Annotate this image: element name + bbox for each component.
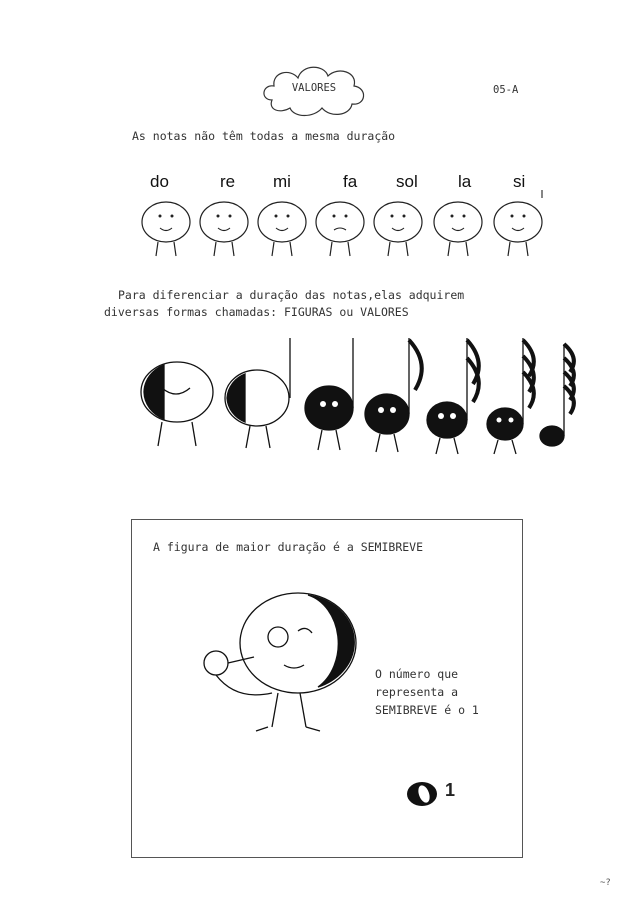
solfege-illustration (128, 172, 568, 262)
note-figures-icon (132, 332, 587, 472)
solfege-sol: sol (396, 172, 418, 191)
semibreve-number-note (375, 665, 515, 719)
figures-intro-line2: diversas formas chamadas: FIGURAS ou VALORES (104, 305, 409, 319)
semibreve-title: A figura de maior duração é a SEMIBREVE (153, 540, 424, 554)
note-line-2: representa a (375, 685, 459, 699)
semibreve-mascot-icon (188, 585, 368, 745)
intro-text: As notas não têm todas a mesma duração (132, 129, 396, 143)
note-characters-icon (128, 190, 568, 262)
solfege-mi: mi (273, 172, 291, 191)
solfege-re: re (220, 172, 236, 191)
solfege-fa: fa (343, 172, 358, 191)
note-line-1: O número que (375, 667, 459, 681)
page-title: VALORES (291, 82, 337, 94)
note-line-3: SEMIBREVE é o 1 (375, 703, 479, 717)
solfege-la: la (458, 172, 472, 191)
solfege-si: si (513, 172, 526, 191)
solfege-do: do (150, 172, 169, 191)
corner-mark: ~? (600, 878, 611, 888)
figures-intro-line1: Para diferenciar a duração das notas,elas adquirem (118, 288, 465, 302)
page-code: 05-A (493, 84, 519, 96)
semibreve-note-icon (405, 780, 439, 808)
semibreve-number: 1 (445, 780, 456, 800)
